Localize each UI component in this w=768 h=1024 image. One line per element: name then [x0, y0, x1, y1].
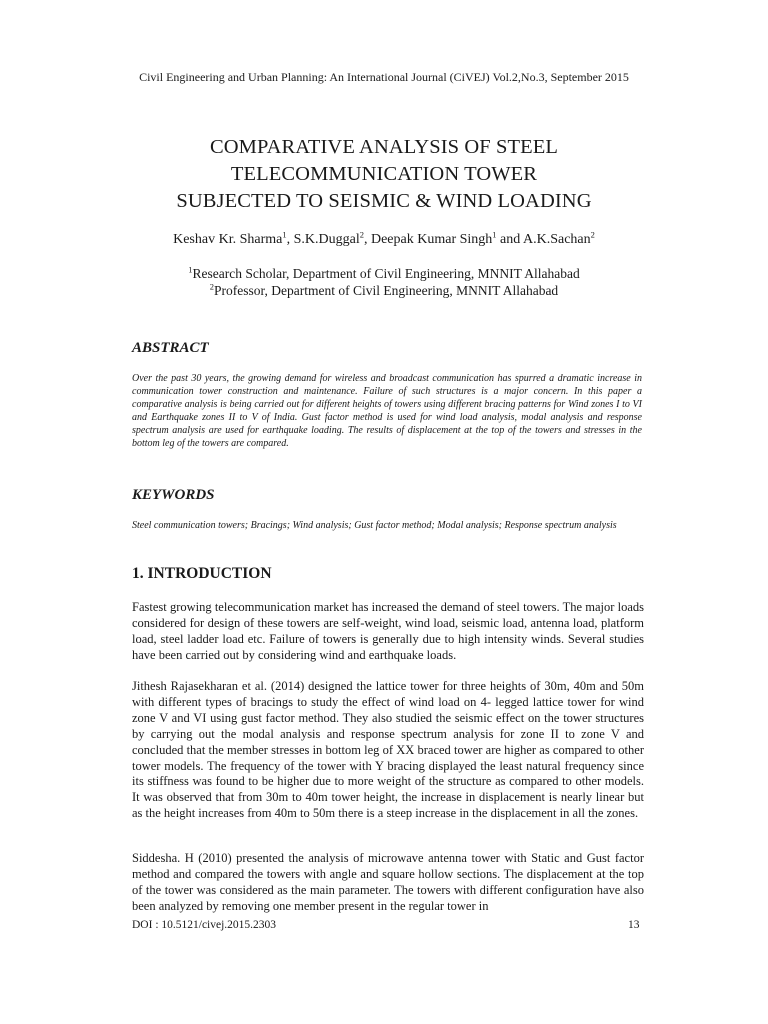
author-separator: and	[496, 232, 523, 247]
affiliation-1	[0, 266, 768, 282]
author-affil-mark: 1	[282, 229, 287, 240]
title-line-1: COMPARATIVE ANALYSIS OF STEEL	[209, 136, 559, 158]
paper-title	[60, 134, 708, 215]
affiliation-text: Research Scholar, Department of Civil Engineering, MNNIT Allahabad	[192, 266, 580, 281]
author-separator: ,	[286, 232, 294, 247]
author-list	[0, 229, 768, 248]
author-name: A.K.Sachan	[523, 232, 591, 247]
author-affil-mark: 1	[492, 229, 497, 240]
abstract-heading: ABSTRACT	[132, 340, 209, 356]
author-separator: ,	[363, 232, 371, 247]
affiliation-mark: 2	[209, 281, 215, 292]
keywords-heading: KEYWORDS	[132, 487, 215, 503]
author-affil-mark: 2	[359, 229, 364, 240]
introduction-heading: 1. INTRODUCTION	[132, 565, 272, 582]
affiliation-text: Professor, Department of Civil Engineering, MNNIT Allahabad	[214, 283, 559, 298]
abstract-text: Over the past 30 years, the growing demand for wireless and broadcast communication has spurred a dramatic increase in communication tower construction and maintenance. Failure of such structures is a major concern. In this paper a comparative analysis is being carried out for different heights of towers using different bracing patterns for Wind zones I to VI and Earthquake zones II to V of India. Gust factor method is used for wind load analysis, modal analysis and response spectrum analysis are used for earthquake loading. The results of displacement at the top of the towers and stresses in the bottom leg of the towers are compared.	[132, 373, 642, 449]
title-line-2: TELECOMMUNICATION TOWER	[230, 163, 538, 185]
author-affil-mark: 2	[590, 229, 595, 240]
body-paragraph: Jithesh Rajasekharan et al. (2014) designed the lattice tower for three heights of 30m, 40m and 50m with different types of bracings to study the effect of wind load on 4- legged lattice tower for wind zone V and VI using gust factor method. They also studied the seismic effect on the tower structures by carrying out the modal analysis and response spectrum analysis for zone II to zone V and concluded that the member stresses in bottom leg of XX braced tower are higher as compared to other tower models. The frequency of the tower with Y bracing displayed the least natural frequency since its stiffness was found to be higher due to more weight of the structure as compared to other models. It was observed that from 30m to 40m tower height, the increase in displacement is nearly linear but as the height increases from 40m to 50m there is a steep increase in the displacement in all the zones.	[132, 679, 644, 821]
keywords-text: Steel communication towers; Bracings; Wind analysis; Gust factor method; Modal analysis; Response spectrum analysis	[132, 520, 617, 531]
doi-footer: DOI : 10.5121/civej.2015.2303	[132, 919, 277, 931]
body-paragraph: Fastest growing telecommunication market has increased the demand of steel towers. The major loads considered for design of these towers are self-weight, wind load, seismic load, antenna load, platform load, steel ladder load etc. Failure of towers is generally due to high intensity winds. Several studies have been carried out by considering wind and earthquake loads.	[132, 600, 644, 662]
title-line-3: SUBJECTED TO SEISMIC & WIND LOADING	[176, 190, 592, 212]
author-name: Keshav Kr. Sharma	[173, 232, 283, 247]
author-name: Deepak Kumar Singh	[370, 232, 493, 247]
author-name: S.K.Duggal	[293, 232, 360, 247]
affiliation-2	[0, 283, 768, 299]
affiliation-mark: 1	[188, 264, 193, 275]
page-number: 13	[628, 919, 640, 931]
running-header: Civil Engineering and Urban Planning: An International Journal (CiVEJ) Vol.2,No.3, September 2015	[139, 70, 629, 84]
body-paragraph: Siddesha. H (2010) presented the analysis of microwave antenna tower with Static and Gust factor method and compared the towers with angle and square hollow sections. The displacement at the top of the tower was considered as the main parameter. The towers with different configuration have also been analyzed by removing one member present in the regular tower in	[132, 851, 644, 913]
